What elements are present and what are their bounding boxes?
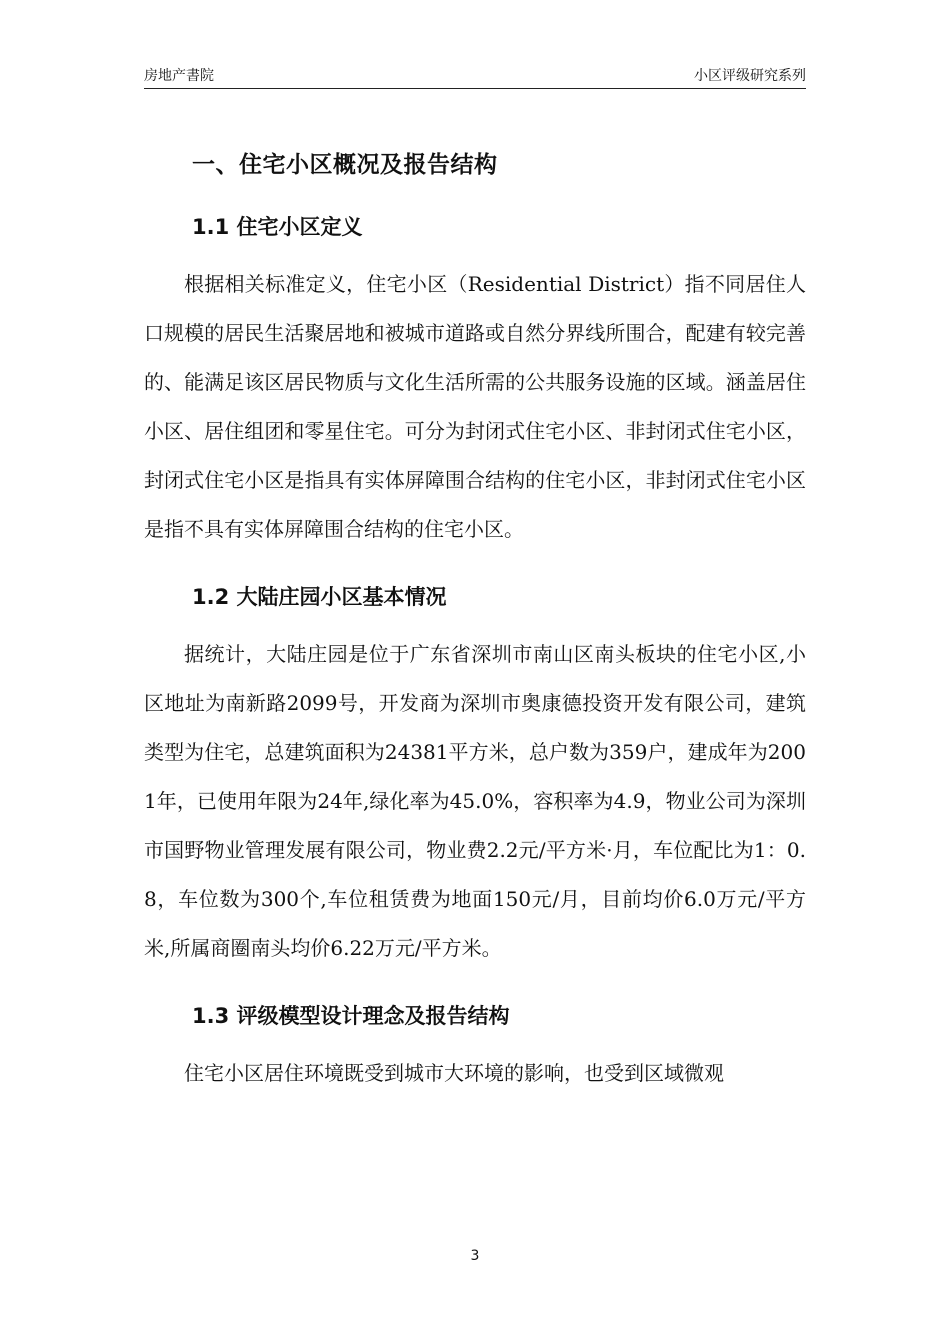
page-number: 3 <box>470 1248 480 1264</box>
subsection-title-1-2: 1.2 大陆庄园小区基本情况 <box>192 585 447 609</box>
document-body <box>144 140 806 1098</box>
subsection-title-1-1: 1.1 住宅小区定义 <box>192 215 363 239</box>
subsection-title-1-3: 1.3 评级模型设计理念及报告结构 <box>192 1004 510 1028</box>
header-series-title: 小区评级研究系列 <box>694 68 806 84</box>
page-header <box>144 66 806 89</box>
paragraph-basic-info: 据统计，大陆庄园是位于广东省深圳市南山区南头板块的住宅小区,小区地址为南新路2099号，开发商为深圳市奥康德投资开发有限公司，建筑类型为住宅，总建筑面积为24381平方米，总户数为359户，建成年为2001年，已使用年限为24年,绿化率为45.0%，容积率为4.9，物业公司为深圳市国野物业管理发展有限公司，物业费2.2元/平方米·月，车位配比为1：0.8，车位数为300个,车位租赁费为地面150元/月，目前均价6.0万元/平方米,所属商圈南头均价6.22万元/平方米。 <box>144 642 806 960</box>
section-title: 一、住宅小区概况及报告结构 <box>192 152 498 178</box>
paragraph-model-design: 住宅小区居住环境既受到城市大环境的影响，也受到区域微观 <box>184 1061 724 1085</box>
header-publisher: 房地产書院 <box>144 68 214 84</box>
paragraph-definition: 根据相关标准定义，住宅小区（Residential District）指不同居住人口规模的居民生活聚居地和被城市道路或自然分界线所围合，配建有较完善的、能满足该区居民物质与文化生活所需的公共服务设施的区域。涵盖居住小区、居住组团和零星住宅。可分为封闭式住宅小区、非封闭式住宅小区，封闭式住宅小区是指具有实体屏障围合结构的住宅小区，非封闭式住宅小区是指不具有实体屏障围合结构的住宅小区。 <box>144 272 806 541</box>
